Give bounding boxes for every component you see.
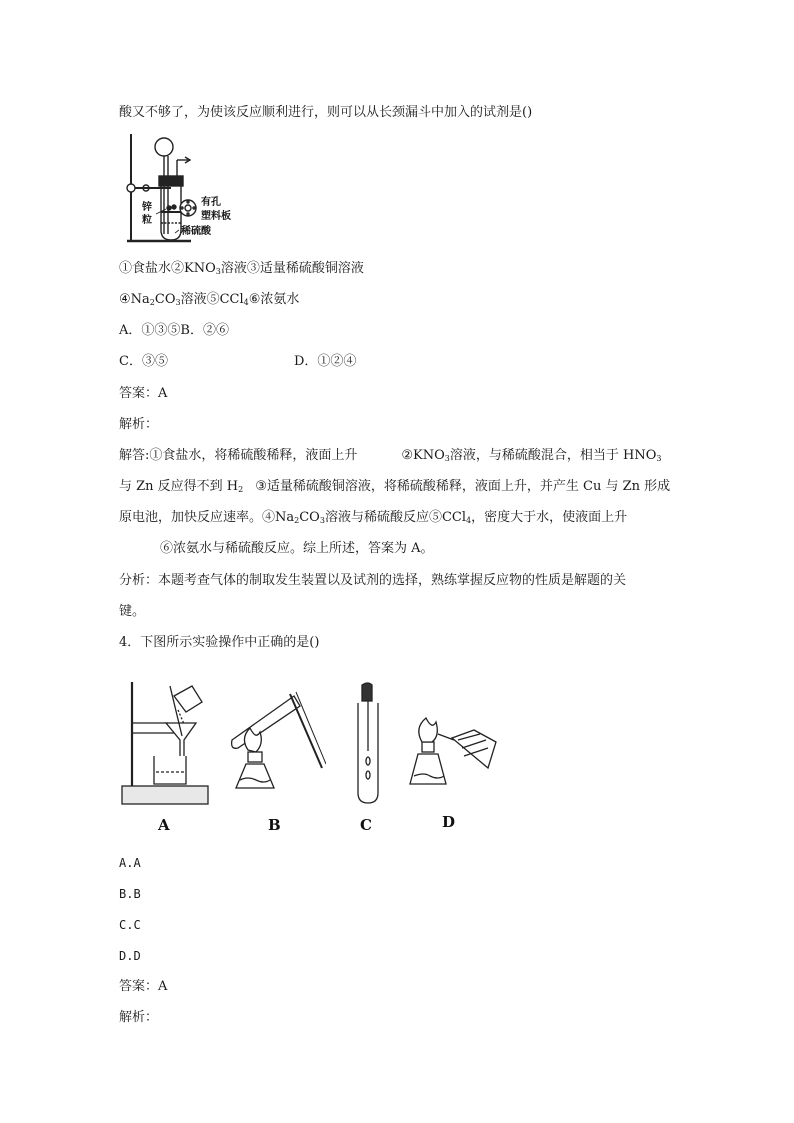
q4-label-d: D	[442, 813, 456, 831]
q3-explain-line4: ⑥浓氨水与稀硫酸反应。综上所述，答案为 A。	[160, 541, 434, 556]
q4-figure-b	[226, 684, 326, 838]
q4-figure-a	[118, 678, 213, 838]
q4-label-c: C	[360, 816, 372, 834]
q3-analysis-line2: 键。	[119, 604, 146, 619]
plate-label: 有孔	[201, 197, 221, 208]
acid-label: 稀硫酸	[181, 226, 211, 237]
q3-analysis-line1: 分析：本题考查气体的制取发生装置以及试剂的选择，熟练掌握反应物的性质是解题的关	[119, 573, 627, 588]
q4-label-b: B	[268, 816, 281, 834]
q4-figure-c	[346, 681, 396, 838]
q3-reagents-line1: ①食盐水$②KNO_3$溶液③适量稀硫酸铜溶液	[119, 261, 364, 276]
q3-explain-line1: 解答:①食盐水，将稀硫酸稀释，液面上升 $②KNO_3$溶液，与稀硫酸混合，相当于 $HNO_3$	[119, 448, 662, 463]
q3-explain-line3: 原电池，加快反应速率。$④Na_2CO_3$溶液与稀硫酸反应⑤CCl$_4$，密度大于水，使液面上升	[119, 510, 628, 525]
q3-answer: 答案：A	[119, 386, 168, 401]
q4-figure-d	[404, 712, 504, 838]
q4-label-a: A	[158, 816, 170, 834]
q3-apparatus-figure	[119, 130, 269, 248]
q4-option-a: A.A	[119, 856, 141, 870]
q4-option-b: B.B	[119, 887, 141, 901]
q3-reagents-line2: $④Na_2CO_3$溶液⑤CCl$_4$⑥浓氨水	[119, 292, 300, 307]
q3-option-d: D．①②④	[294, 354, 357, 369]
svg-text:粒: 粒	[142, 215, 152, 226]
q3-options-ab: A．①③⑤B．②⑥	[119, 323, 229, 338]
q4-stem: 4．下图所示实验操作中正确的是()	[119, 635, 320, 650]
q3-stem: 酸又不够了，为使该反应顺利进行，则可以从长颈漏斗中加入的试剂是()	[119, 105, 533, 120]
zinc-label: 锌	[142, 202, 152, 213]
svg-text:塑料板: 塑料板	[201, 211, 231, 222]
q4-analysis-title: 解析：	[119, 1010, 159, 1025]
q3-explain-line2: 与 Zn 反应得不到 $H_2$ ③适量稀硫酸铜溶液，将稀硫酸稀释，液面上升，并产生 Cu 与 Zn 形成	[119, 479, 671, 494]
q4-answer: 答案：A	[119, 979, 168, 994]
q3-analysis-title: 解析：	[119, 417, 159, 432]
q4-option-c: C.C	[119, 918, 141, 932]
q3-option-c: C．③⑤	[119, 354, 168, 369]
q4-option-d: D.D	[119, 949, 141, 963]
